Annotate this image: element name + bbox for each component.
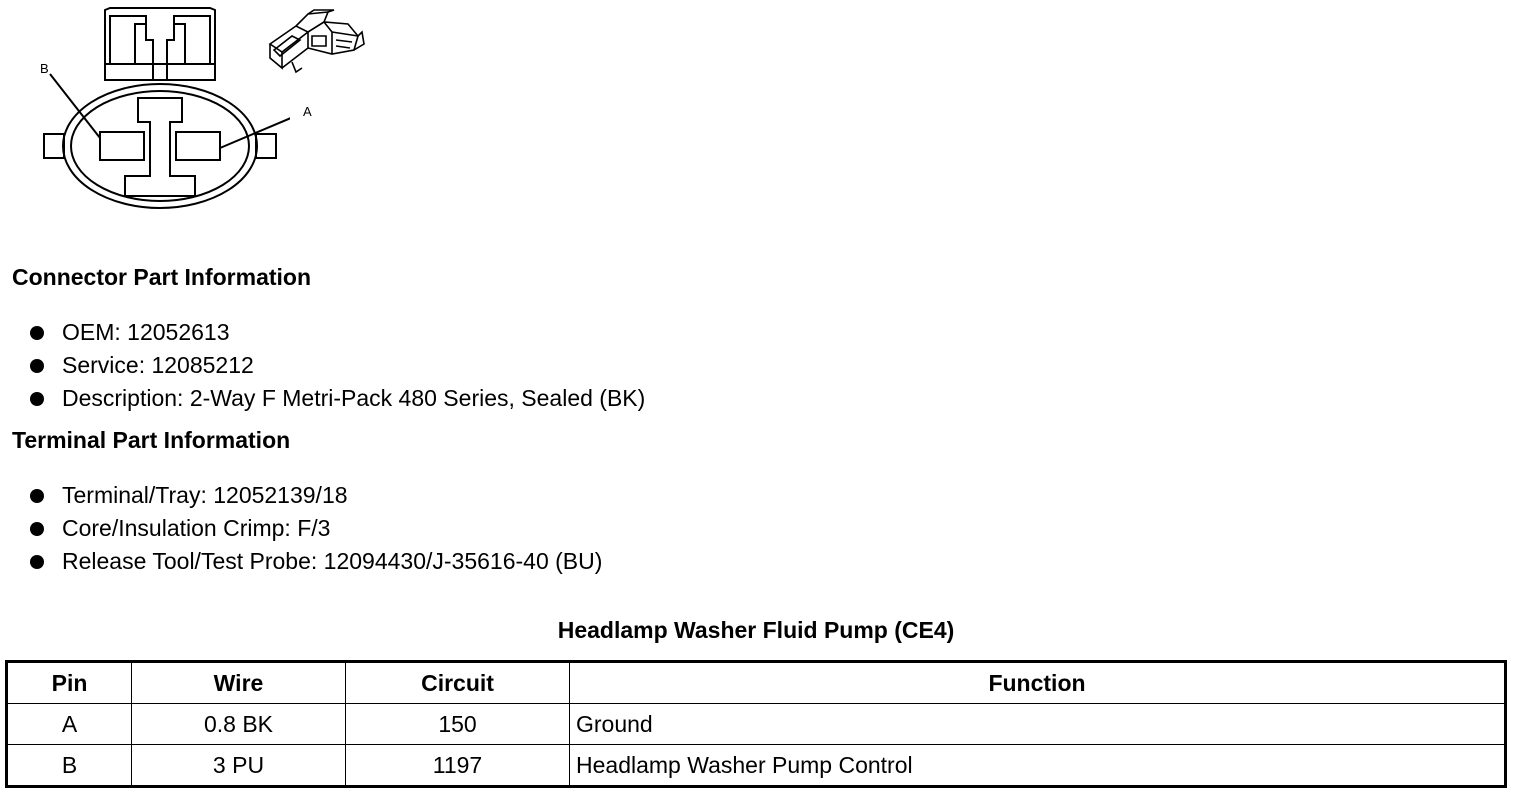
function-cell: Headlamp Washer Pump Control — [570, 745, 1506, 787]
table-row — [7, 704, 1506, 745]
circuit-cell: 150 — [346, 704, 570, 745]
list-item: Core/Insulation Crimp: F/3 — [30, 512, 602, 545]
wire-cell: 0.8 BK — [132, 704, 346, 745]
function-cell: Ground — [570, 704, 1506, 745]
list-item: Terminal/Tray: 12052139/18 — [30, 479, 602, 512]
pin-cell: A — [7, 704, 132, 745]
connector-face-diagram — [30, 0, 290, 215]
bullet-icon — [30, 326, 44, 340]
bullet-icon — [30, 489, 44, 503]
column-header-function: Function — [570, 662, 1506, 704]
table-title: Headlamp Washer Fluid Pump (CE4) — [557, 617, 955, 643]
list-item: Service: 12085212 — [30, 349, 645, 382]
wire-cell: 3 PU — [132, 745, 346, 787]
connector-part-info-heading: Connector Part Information — [12, 264, 312, 290]
table-header-row — [7, 662, 1506, 704]
connector-part-info-list — [30, 316, 645, 415]
column-header-wire: Wire — [132, 662, 346, 704]
column-header-circuit: Circuit — [346, 662, 570, 704]
bullet-icon — [30, 555, 44, 569]
pinout-table — [5, 660, 1507, 788]
terminal-part-info-heading: Terminal Part Information — [12, 427, 291, 453]
pin-a-label: A — [303, 104, 312, 119]
bullet-icon — [30, 359, 44, 373]
connector-perspective-icon — [262, 6, 366, 78]
terminal-part-info-list — [30, 479, 602, 578]
pin-b-label: B — [40, 61, 49, 76]
pin-cell: B — [7, 745, 132, 787]
list-item: Release Tool/Test Probe: 12094430/J-35616-40 (BU) — [30, 545, 602, 578]
bullet-icon — [30, 392, 44, 406]
column-header-pin: Pin — [7, 662, 132, 704]
pin-a-label-holder — [296, 98, 320, 120]
bullet-icon — [30, 522, 44, 536]
list-item: OEM: 12052613 — [30, 316, 645, 349]
table-row — [7, 745, 1506, 787]
circuit-cell: 1197 — [346, 745, 570, 787]
list-item: Description: 2-Way F Metri-Pack 480 Series, Sealed (BK) — [30, 382, 645, 415]
